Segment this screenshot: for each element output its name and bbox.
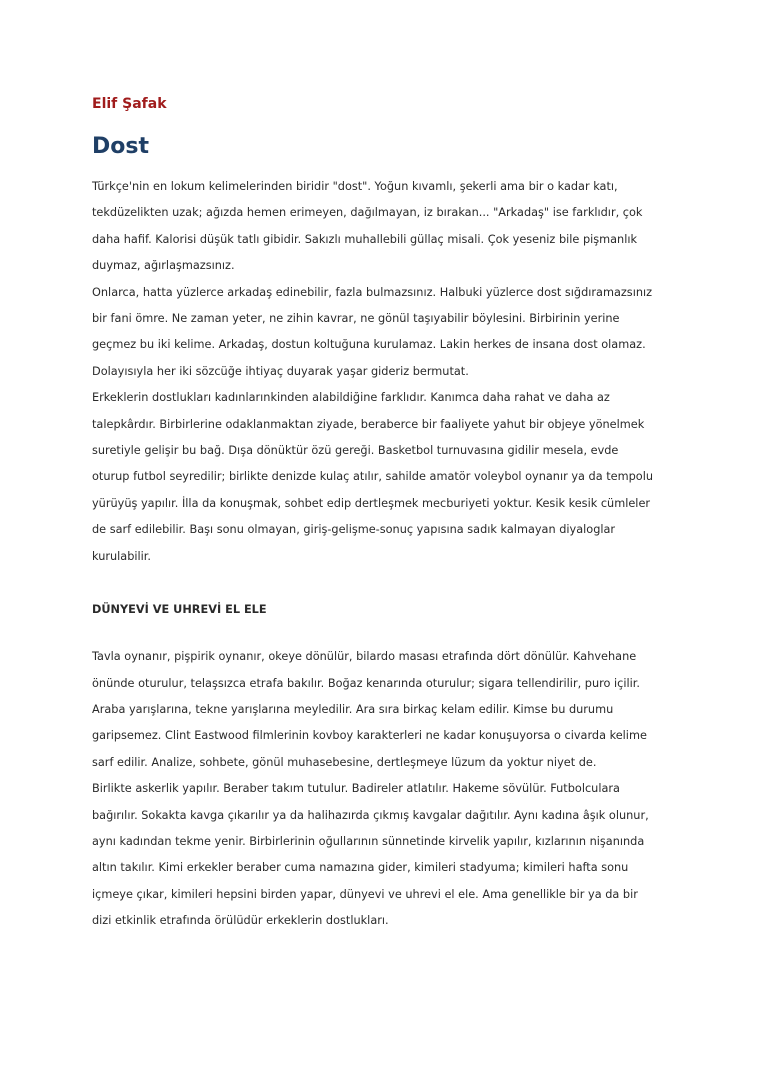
paragraph-line: Araba yarışlarına, tekne yarışlarına meyledilir. Ara sıra birkaç kelam edilir. Kimse bu durumu bbox=[92, 702, 614, 716]
paragraph-line: suretiyle gelişir bu bağ. Dışa dönüktür özü gereği. Basketbol turnuvasına gidilir mesela, evde bbox=[92, 444, 619, 458]
paragraph-line: geçmez bu iki kelime. Arkadaş, dostun koltuğuna kurulamaz. Lakin herkes de insana dost olamaz. bbox=[92, 338, 646, 352]
paragraph-line: garipsemez. Clint Eastwood filmlerinin kovboy karakterleri ne kadar konuşuyorsa o civarda kelime bbox=[92, 729, 647, 743]
paragraph-line: içmeye çıkar, kimileri hepsini birden yapar, dünyevi ve uhrevi el ele. Ama genellikle bir ya da bir bbox=[92, 887, 638, 901]
paragraph-line: oturup futbol seyredilir; birlikte denizde kulaç atılır, sahilde amatör voleybol oynanır ya da tempolu bbox=[92, 470, 653, 484]
paragraph-line: Türkçe'nin en lokum kelimelerinden biridir "dost". Yoğun kıvamlı, şekerli ama bir o kadar katı, bbox=[92, 180, 618, 193]
paragraph-line: yürüyüş yapılır. İlla da konuşmak, sohbet edip dertleşmek mecburiyeti yoktur. Kesik kesik cümleler bbox=[92, 496, 651, 510]
author-name: Elif Şafak bbox=[92, 96, 167, 112]
paragraph-line: aynı kadından tekme yenir. Birbirlerinin oğullarının sünnetinde kirvelik yapılır, kızlarının nişanında bbox=[92, 834, 645, 848]
document-page bbox=[92, 94, 682, 935]
section-heading: DÜNYEVİ VE UHREVİ EL ELE bbox=[92, 603, 267, 617]
paragraph-line: Onlarca, hatta yüzlerce arkadaş edinebilir, fazla bulmazsınız. Halbuki yüzlerce dost sığdıramazsınız bbox=[92, 285, 653, 299]
article-title: Dost bbox=[92, 134, 149, 159]
paragraph-line: kurulabilir. bbox=[92, 549, 152, 563]
paragraph-line: tekdüzelikten uzak; ağızda hemen erimeyen, dağılmayan, iz bırakan... "Arkadaş" ise farklıdır, çok bbox=[92, 206, 643, 220]
paragraph-line: bağırılır. Sokakta kavga çıkarılır ya da halihazırda çıkmış kavgalar dağıtılır. Aynı kadına âşık olunur, bbox=[92, 808, 649, 822]
paragraph-line: Erkeklerin dostlukları kadınlarınkinden alabildiğine farklıdır. Kanımca daha rahat ve daha az bbox=[92, 391, 610, 405]
paragraph-line: Tavla oynanır, pişpirik oynanır, okeye dönülür, bilardo masası etrafında dört dönülür. Kahvehane bbox=[92, 650, 637, 664]
paragraph-line: önünde oturulur, telaşsızca etrafa bakılır. Boğaz kenarında oturulur; sigara tellendirilir, puro içilir. bbox=[92, 676, 640, 690]
paragraph-line: sarf edilir. Analize, sohbete, gönül muhasebesine, dertleşmeye lüzum da yoktur niyet de. bbox=[92, 755, 597, 769]
paragraph-line: talepkârdır. Birbirlerine odaklanmaktan ziyade, beraberce bir faaliyete yahut bir objeye yönelmek bbox=[92, 417, 645, 431]
paragraph-line: altın takılır. Kimi erkekler beraber cuma namazına gider, kimileri stadyuma; kimileri hafta sonu bbox=[92, 861, 629, 875]
paragraph-line: dizi etkinlik etrafında örülüdür erkeklerin dostlukları. bbox=[92, 914, 389, 928]
paragraph-line: de sarf edilebilir. Başı sonu olmayan, giriş-gelişme-sonuç yapısına sadık kalmayan diyaloglar bbox=[92, 523, 616, 537]
body-paragraphs bbox=[92, 174, 682, 570]
paragraph-line: Dolayısıyla her iki sözcüğe ihtiyaç duyarak yaşar gideriz bermutat. bbox=[92, 364, 469, 378]
paragraph-line: daha hafif. Kalorisi düşük tatlı gibidir. Sakızlı muhallebili güllaç misali. Çok yeseniz bile pişmanlık bbox=[92, 232, 638, 246]
paragraph-line: bir fani ömre. Ne zaman yeter, ne zihin kavrar, ne gönül taşıyabilir böylesini. Birbirinin yerine bbox=[92, 312, 620, 326]
paragraph-line: Birlikte askerlik yapılır. Beraber takım tutulur. Badireler atlatılır. Hakeme sövülür. Futbolculara bbox=[92, 782, 620, 796]
paragraph-line: duymaz, ağırlaşmazsınız. bbox=[92, 259, 235, 273]
section-paragraphs bbox=[92, 644, 682, 934]
